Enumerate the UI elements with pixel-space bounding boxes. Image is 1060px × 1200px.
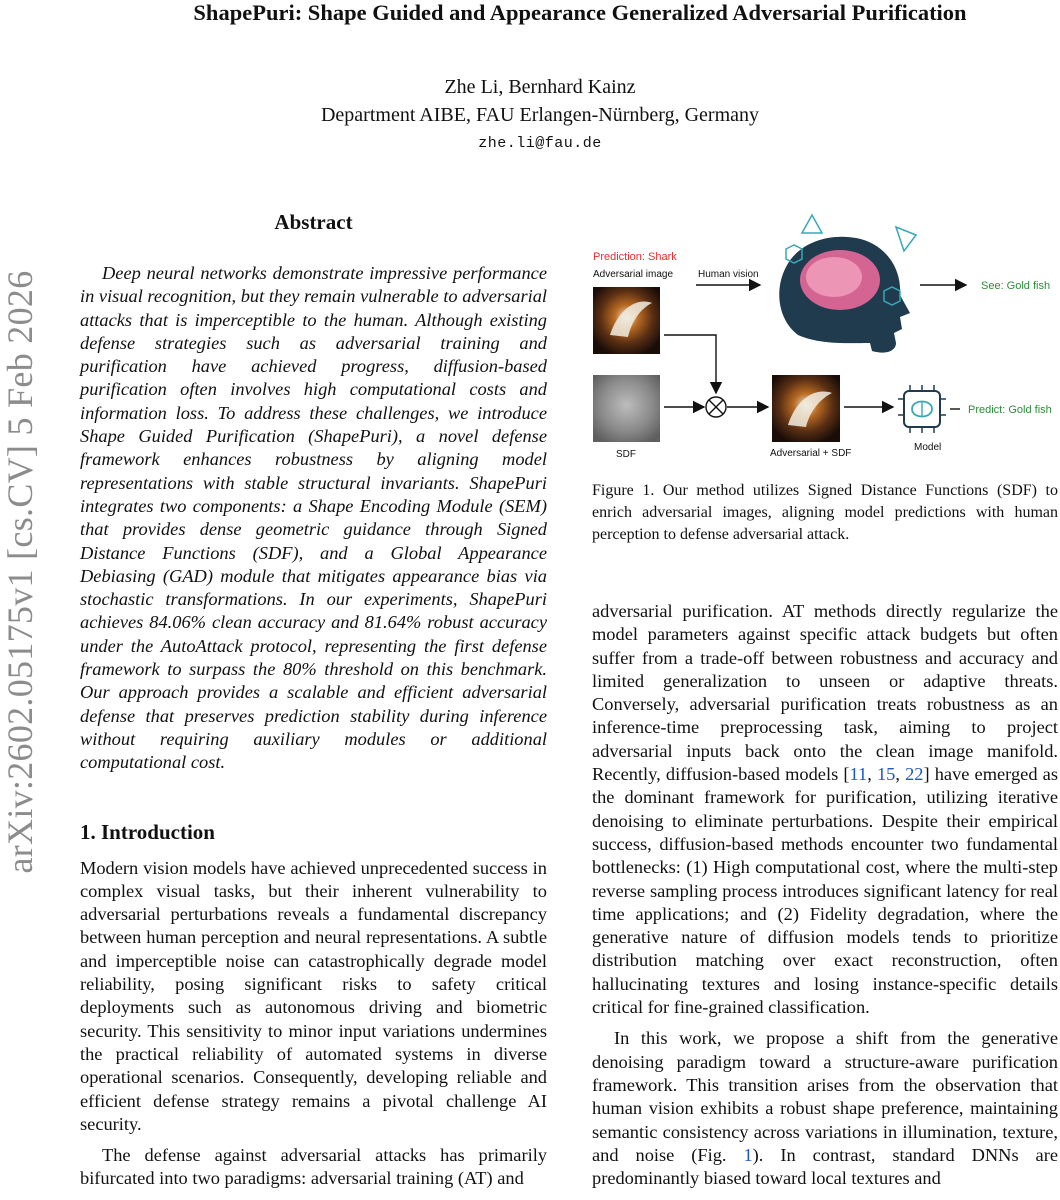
intro-paragraph-4: In this work, we propose a shift from the generative denoising paradigm toward a structure-aware purification framework. This transition arises from the observation that human vision exhibits a robust shape preference, maintaining semantic consistency across variations in illumination, texture, and noise (Fig. 1). In contrast, standard DNNs are predominantly biased toward local textures and <box>592 1028 1058 1189</box>
abstract-body <box>80 262 547 775</box>
figure-1-caption: Figure 1. Our method utilizes Signed Distance Functions (SDF) to enrich adversarial images, aligning model predictions with human perception to defense adversarial attack. <box>592 482 1058 543</box>
brain-head-icon <box>779 237 910 353</box>
see-label: See: Gold fish <box>981 280 1051 292</box>
citation-link[interactable]: 11 <box>849 764 868 785</box>
predict-label: Predict: Gold fish <box>968 404 1052 416</box>
sdf-label: SDF <box>616 449 636 460</box>
right-column <box>592 600 1058 1190</box>
author-list: Zhe Li, Bernhard Kainz <box>444 76 636 98</box>
human-vision-label: Human vision <box>698 269 759 280</box>
figure-1-diagram <box>588 205 1060 470</box>
figure-reference-link[interactable]: 1 <box>743 1144 753 1165</box>
prediction-label: Prediction: Shark <box>593 251 677 263</box>
triangle-shape-icon <box>802 215 822 233</box>
citation-link[interactable]: 15 <box>876 764 896 785</box>
multiply-operator-icon <box>706 397 726 417</box>
intro-paragraph-2: The defense against adversarial attacks has primarily bifurcated into two paradigms: adversarial training (AT) and <box>80 1145 547 1189</box>
paper-title: ShapePuri: Shape Guided and Appearance Generalized Adversarial Purification <box>193 0 967 25</box>
figure-1 <box>588 205 1060 470</box>
left-column <box>80 262 547 1191</box>
sdf-image <box>593 375 660 442</box>
section-heading-introduction: 1. Introduction <box>80 819 215 844</box>
model-chip-icon <box>898 385 946 433</box>
model-label: Model <box>914 442 942 453</box>
abstract-heading: Abstract <box>274 210 353 234</box>
citation-link[interactable]: 22 <box>905 764 924 785</box>
triangle-shape-icon <box>896 227 916 251</box>
intro-paragraph-3: adversarial purification. AT methods directly regularize the model parameters against specific attack budgets but often suffer from a trade-off between robustness and accuracy and limited generalization to unseen or adaptive threats. Conversely, adversarial purification treats robustness as an inference-time preprocessing task, aiming to project adversarial inputs back onto the clean image manifold. Recently, diffusion-based models [11, 15, 22] have emerged as the dominant framework for purification, utilizing iterative denoising to eliminate perturbations. Despite their empirical success, diffusion-based methods encounter two fundamental bottlenecks: (1) High computational cost, where the multi-step reverse sampling process introduces significant latency for real time applications; and (2) Fidelity degradation, where the generative nature of diffusion models tends to prioritize distribution matching over exact reconstruction, often hallucinating textures and losing instance-specific details critical for fine-grained classification. <box>592 601 1058 1018</box>
affiliation: Department AIBE, FAU Erlangen-Nürnberg, Germany <box>320 104 760 126</box>
abstract-text: Deep neural networks demonstrate impressive performance in visual recognition, but they remain vulnerable to adversarial attacks that is imperceptible to the human. Although existing defense strategies such as adversarial training and purification have achieved progress, diffusion-based purification often involves high computational costs and information loss. To address these challenges, we introduce Shape Guided Purification (ShapePuri), a novel defense framework enhances robustness by aligning model representations with stable structural invariants. ShapePuri integrates two components: a Shape Encoding Module (SEM) that provides dense geometric guidance through Signed Distance Functions (SDF), and a Global Appearance Debiasing (GAD) module that mitigates appearance bias via stochastic transformations. In our experiments, ShapePuri achieves 84.06% clean accuracy and 81.64% robust accuracy under the AutoAttack protocol, representing the first defense framework to surpass the 80% threshold on this benchmark. Our approach provides a scalable and efficient adversarial defense that preserves prediction stability during inference without requiring auxiliary modules or additional computational cost. <box>80 263 548 773</box>
intro-paragraph-1: Modern vision models have achieved unprecedented success in complex visual tasks, but their inherent vulnerability to adversarial perturbations reveals a fundamental discrepancy between human perception and neural representations. A subtle and imperceptible noise can catastrophically degrade model reliability, posing significant risks to safety critical deployments such as autonomous driving and biometric security. This sensitivity to minor input variations undermines the practical reliability of automated systems in diverse operational scenarios. Consequently, developing reliable and efficient defense strategy remains a pivotal challenge AI security. <box>80 857 547 1134</box>
adversarial-sdf-label: Adversarial + SDF <box>770 448 852 459</box>
arxiv-stamp: arXiv:2602.05175v1 [cs.CV] 5 Feb 2026 <box>0 270 40 874</box>
adversarial-to-combine-arrow <box>664 335 716 393</box>
adversarial-image-label: Adversarial image <box>593 269 674 280</box>
author-email[interactable]: zhe.li@fau.de <box>478 135 602 152</box>
